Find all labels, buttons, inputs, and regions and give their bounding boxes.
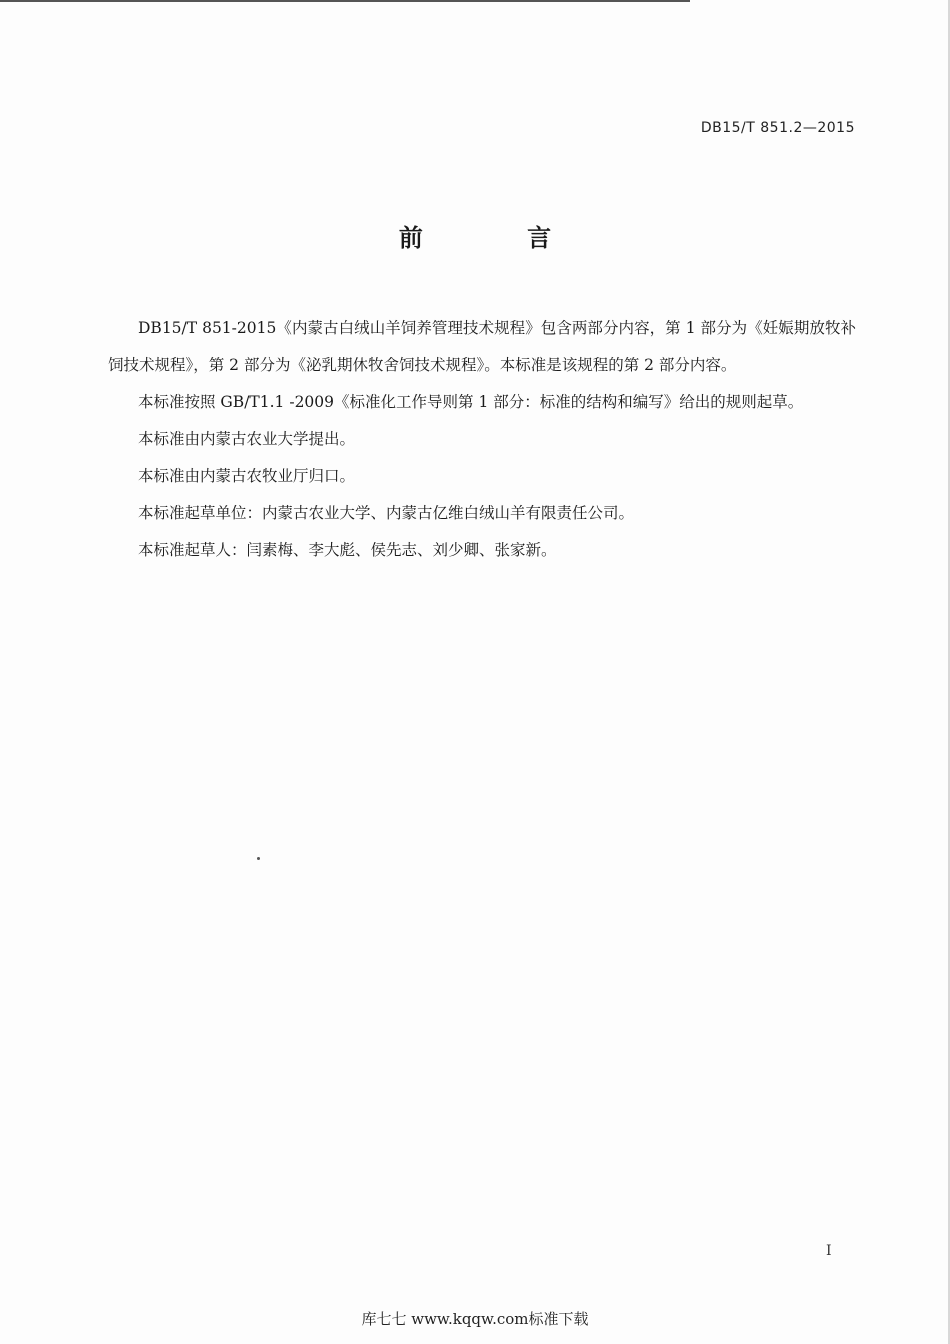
- paragraph-drafters: 本标准起草人：闫素梅、李大彪、侯先志、刘少卿、张家新。: [138, 541, 557, 559]
- paragraph-scope: DB15/T 851-2015《内蒙古白绒山羊饲养管理技术规程》包含两部分内容，第 1 部分为《妊娠期放牧补饲技术规程》，第 2 部分为《泌乳期休牧舍饲技术规程》。本标准是该规程的第 2 部分内容。: [108, 319, 856, 374]
- paragraph-drafting-rules: 本标准按照 GB/T1.1 -2009《标准化工作导则第 1 部分：标准的结构和编写》给出的规则起草。: [138, 393, 804, 411]
- scan-speck: [257, 857, 260, 860]
- paragraph-proposer: 本标准由内蒙古农业大学提出。: [138, 430, 356, 448]
- paragraph-drafting-units: 本标准起草单位：内蒙古农业大学、内蒙古亿维白绒山羊有限责任公司。: [138, 504, 635, 522]
- standard-code: DB15/T 851.2—2015: [700, 120, 855, 136]
- footer-watermark: 库七七 www.kqqw.com标准下载: [361, 1310, 589, 1328]
- page-number: I: [826, 1243, 832, 1259]
- top-rule: [0, 0, 690, 2]
- foreword-body: [108, 310, 856, 569]
- page-title: 前 言: [398, 224, 600, 252]
- paragraph-administrator: 本标准由内蒙古农牧业厅归口。: [138, 467, 356, 485]
